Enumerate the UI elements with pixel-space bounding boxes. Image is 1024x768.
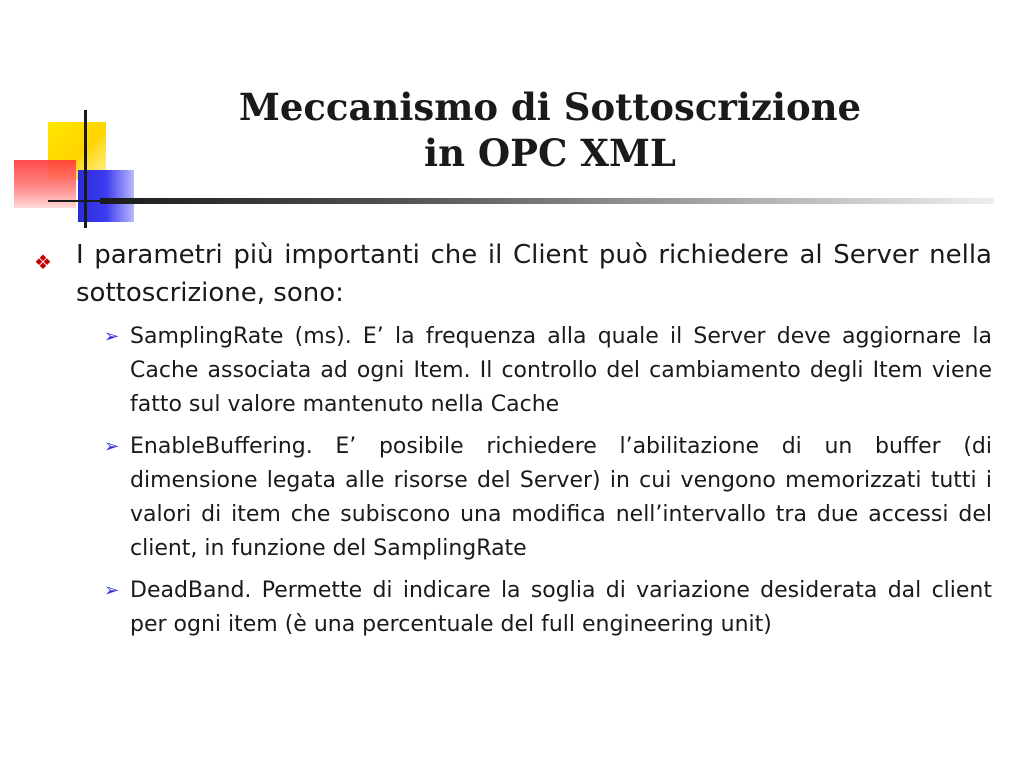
list-item [30, 430, 992, 566]
title-line-2: in OPC XML [424, 131, 676, 175]
slide-content [30, 236, 992, 650]
title-line-1: Meccanismo di Sottoscrizione [238, 85, 862, 129]
sub-point-text: EnableBuffering. E’ posibile richiedere l’abilitazione di un buffer (di dimensione legata alle risorse del Server) in cui vengono memorizzati tutti i valori di item che subiscono una modifica nell’intervallo tra due accessi del client, in funzione del SamplingRate [130, 434, 992, 561]
main-point-text: I parametri più importanti che il Client può richiedere al Server nella sottoscrizione, sono: [76, 240, 992, 308]
sub-point-text: DeadBand. Permette di indicare la soglia di variazione desiderata dal client per ogni item (è una percentuale del full engineering unit) [130, 578, 992, 637]
horizontal-line-decoration [48, 200, 108, 202]
main-bullet-point [30, 236, 992, 312]
title-underline-rule [100, 198, 994, 204]
vertical-line-decoration [84, 110, 87, 228]
list-item [30, 574, 992, 642]
arrow-bullet-icon: ➢ [104, 580, 120, 601]
diamond-bullet-icon: ❖ [34, 250, 52, 274]
list-item [30, 320, 992, 422]
sub-point-text: SamplingRate (ms). E’ la frequenza alla quale il Server deve aggiornare la Cache associata ad ogni Item. Il controllo del cambiamento degli Item viene fatto sul valore mantenuto nella Cache [130, 324, 992, 417]
arrow-bullet-icon: ➢ [104, 326, 120, 347]
arrow-bullet-icon: ➢ [104, 436, 120, 457]
slide-title [180, 84, 920, 176]
sub-bullet-list [30, 320, 992, 642]
